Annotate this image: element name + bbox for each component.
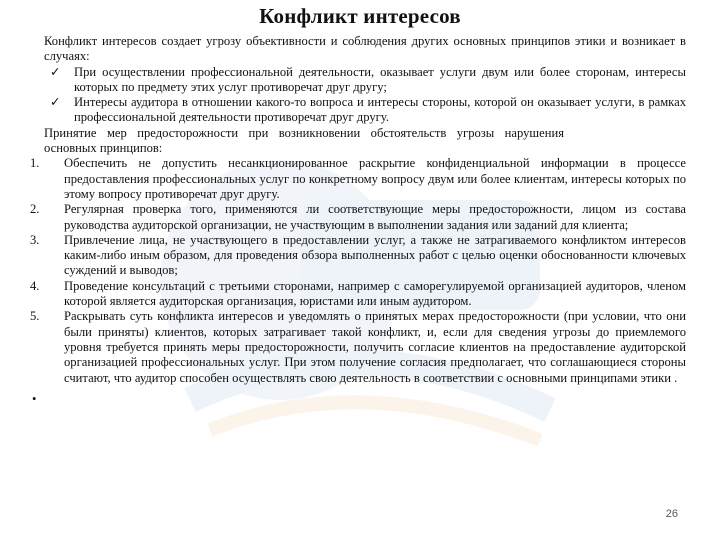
numbered-list-item: [30, 202, 686, 233]
intro-paragraph: Конфликт интересов создает угрозу объективности и соблюдения других основных принципов этики и возникает в случаях:: [44, 34, 686, 64]
check-item-text: При осуществлении профессиональной деятельности, оказывает услуги двум или более сторонам, интересы которых по предмету этих услуг противоречат друг другу;: [74, 64, 686, 94]
check-item-text: Интересы аудитора в отношении какого-то вопроса и интересы стороны, которой он оказывает услуги, в рамках профессиональной деятельности противоречат друг другу.: [74, 95, 686, 125]
list-number: 1.: [30, 156, 40, 171]
checkmark-icon: ✓: [50, 64, 61, 79]
list-number: 2.: [30, 202, 40, 217]
empty-bullet: •: [32, 391, 37, 406]
slide-title: Конфликт интересов: [259, 4, 461, 28]
numbered-list-item: [30, 278, 686, 310]
numbered-list-item: [30, 156, 686, 202]
list-item-text: Раскрывать суть конфликта интересов и уведомлять о принятых мерах предосторожности (при условии, что они были приняты) клиентов, которых затрагивает такой конфликт, и, если для сведения угрозы до приемлемого уровня требуется принять меры предосторожности, получить согласие клиентов на предоставление аудиторской организацией профессиональных услуг. При этом получение согласия предполагает, что соглашающиеся стороны считают, что аудитор способен осуществлять свою деятельность в соответствии с основными принципами этики .: [64, 309, 686, 385]
list-number: 3.: [30, 232, 40, 247]
list-item-text: Привлечение лица, не участвующего в предоставлении услуг, а также не затрагиваемого конфликтом интересов каким-либо иным образом, для проведения обзора выполненных работ с целью оценки обоснованности ключевых суждений и выводов;: [64, 232, 686, 278]
numbered-list-item: [30, 232, 686, 279]
numbered-list-item: [30, 309, 686, 385]
check-list-item: [40, 95, 686, 126]
check-list-item: [40, 65, 686, 96]
measures-heading: Принятие мер предосторожности при возникновении обстоятельств угрозы нарушения основных принципов:: [44, 125, 564, 156]
numbered-list: [30, 156, 686, 385]
list-number: 4.: [30, 278, 40, 293]
list-number: 5.: [30, 309, 40, 324]
list-item-text: Проведение консультаций с третьими сторонами, например с саморегулируемой организацией аудиторов, членом которой является аудиторская организация, юристами или иным аудитором.: [64, 278, 686, 309]
checkmark-icon: ✓: [50, 95, 61, 110]
slide-body: [30, 34, 686, 407]
page-number: 26: [665, 508, 678, 520]
list-item-text: Обеспечить не допустить несанкционированное раскрытие конфиденциальной информации в процессе предоставления профессиональных услуг по конкретному вопросу двум или более клиентам, интересы которых по этому вопросу противоречат друг другу.: [64, 156, 686, 201]
list-item-text: Регулярная проверка того, применяются ли соответствующие меры предосторожности, лицом из состава руководства аудиторской организации, не участвующим в выполнении задания или заданий для клиента;: [64, 202, 686, 232]
